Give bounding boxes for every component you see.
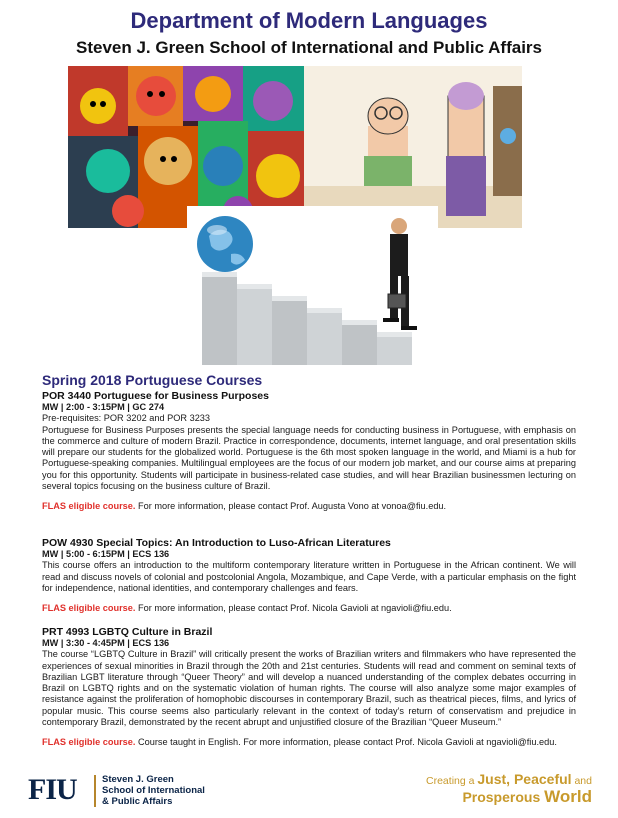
logo-line: & Public Affairs [102, 796, 173, 807]
flas-badge: FLAS eligible course. [42, 737, 136, 748]
section-title: Spring 2018 Portuguese Courses [42, 372, 263, 388]
flas-badge: FLAS eligible course. [42, 501, 136, 512]
course-schedule: MW | 2:00 - 3:15PM | GC 274 [42, 402, 165, 412]
course-contact: For more information, please contact Prof. Augusta Vono at vonoa@fiu.edu. [138, 501, 447, 512]
slogan-world: World [544, 787, 592, 806]
slogan-words: Prosperous [462, 789, 541, 805]
fiu-logo [28, 773, 258, 811]
course-prerequisites: Pre-requisites: POR 3202 and POR 3233 [42, 413, 211, 424]
course-title: PRT 4993 LGBTQ Culture in Brazil [42, 626, 213, 638]
slogan-pre: Creating a [426, 775, 475, 787]
course-block [42, 537, 576, 614]
staircase-globe-businessman-icon [187, 206, 438, 365]
course-contact: For more information, please contact Prof. Nicola Gavioli at ngavioli@fiu.edu. [138, 603, 452, 614]
slogan [426, 771, 592, 807]
logo-line: Steven J. Green [102, 774, 174, 785]
course-title: POR 3440 Portuguese for Business Purposes [42, 390, 269, 402]
staircase-svg [187, 206, 438, 365]
slogan-words: Just, Peaceful [477, 771, 572, 787]
artwork-collage-icon [68, 66, 522, 228]
logo-line: School of International [102, 785, 205, 796]
fiu-wordmark: FIU [28, 773, 77, 806]
slogan-and: and [574, 775, 592, 787]
flas-badge: FLAS eligible course. [42, 603, 136, 614]
page-title: Department of Modern Languages [130, 8, 488, 33]
course-block [42, 390, 576, 513]
collage-svg [68, 66, 522, 228]
course-contact: Course taught in English. For more information, please contact Prof. Nicola Gavioli at ngavioli@fiu.edu. [138, 737, 557, 748]
logo-divider [94, 775, 96, 807]
course-contact-line [42, 603, 576, 614]
page-subtitle: Steven J. Green School of International and Public Affairs [75, 38, 542, 57]
logo-school-name [102, 774, 205, 807]
course-block [42, 626, 576, 749]
course-title: POW 4930 Special Topics: An Introduction to Luso-African Literatures [42, 537, 391, 549]
course-description: This course offers an introduction to the multiform contemporary literature written in Portuguese in the African continent. We will read and discuss novels of colonial and postcolonial Angola, Mozambique, and Cape Verde, with a particular emphasis on the fight for independence, national identities, and contemporary challenges and fears. [42, 560, 576, 593]
course-description: The course “LGBTQ Culture in Brazil” will critically present the works of Brazilian writers and filmmakers who have represented the experiences of sexual minorities in Brazil through the 20th and 21st centuries. Students will read and comment on seminal texts of Brazilian LGBT literature through “Queer Theory” and will develop a nuanced understanding of the complex debates occurring in Brazil on LGBTQ rights and on the systematic violation of human rights. The course will also analyze some major examples of resistance against the proliferation of homophobic discourses in contemporary Brazil, such as theatrical pieces, films, and lyrics of popular music. This course seems also particularly relevant in the context of today’s return of conservatism and prejudice in contemporary Brazil, demonstrated by the recent abrupt and unjustified closure of the Brazilian “Queer Museum.” [42, 649, 576, 728]
course-contact-line [42, 737, 576, 748]
course-description: Portuguese for Business Purposes presents the special language needs for conducting business in Portuguese, with emphasis on the commerce and culture of modern Brazil. Practice in correspondence, documents, internet language, and oral presentation skills will prepare our students for the globalized world. Portuguese is the 6th most spoken language in the world, and Miami is a hub for Portuguese-speaking companies. Multilingual employees are the focus of our modern job market, and our course aims at preparing you for this opportunity. Students will participate in business-related case studies, and will hear Brazilian businessmen lecturing on several topics focusing on the business culture of Brazil. [42, 424, 576, 492]
course-schedule: MW | 3:30 - 4:45PM | ECS 136 [42, 638, 170, 648]
course-contact-line [42, 501, 576, 512]
course-schedule: MW | 5:00 - 6:15PM | ECS 136 [42, 549, 170, 559]
